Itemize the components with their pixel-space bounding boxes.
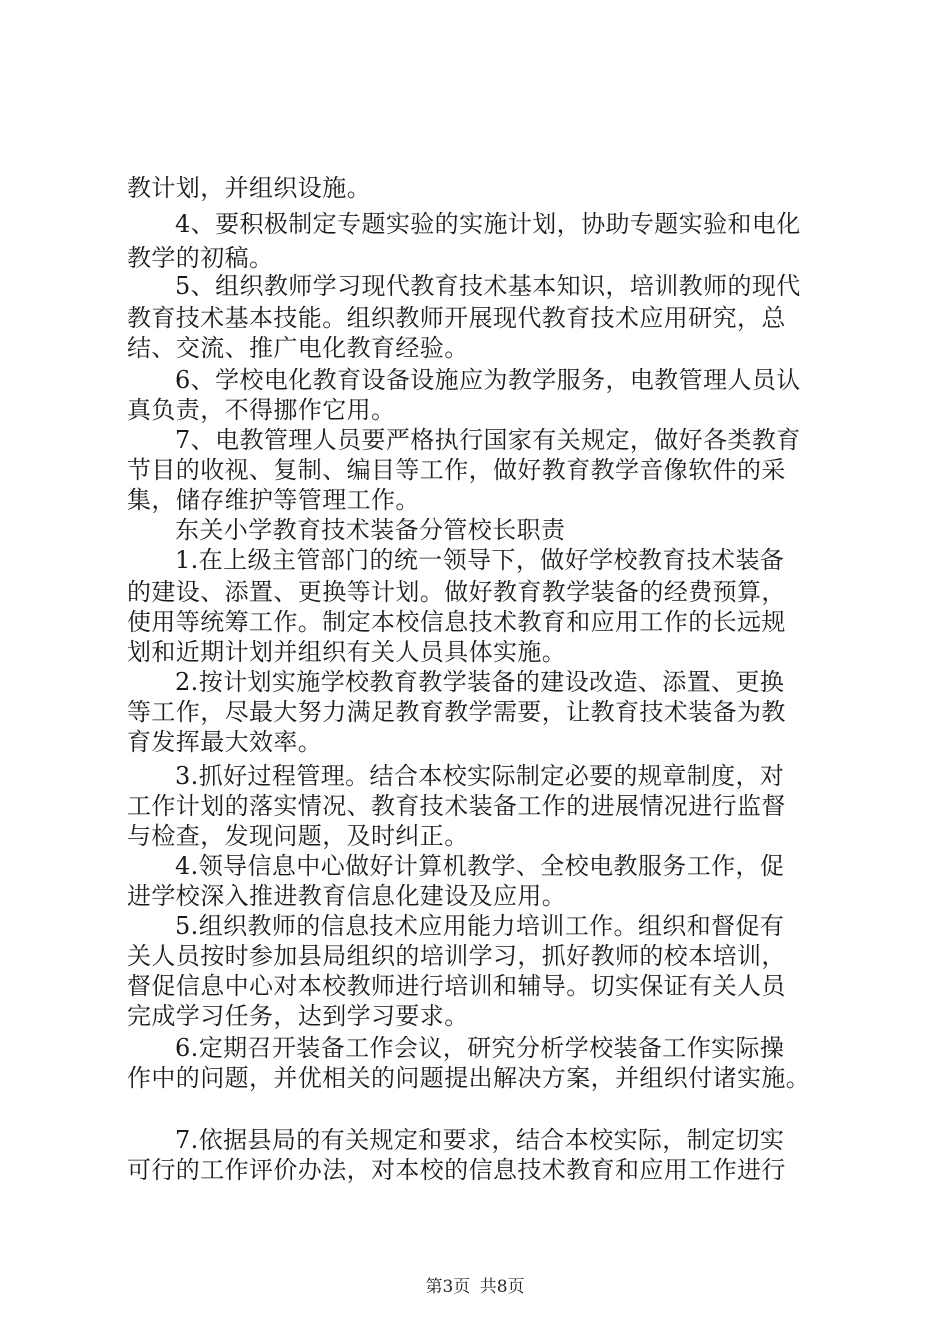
text-line: 使用等统筹工作。制定本校信息技术教育和应用工作的长远规 [127, 608, 786, 636]
text-line: 与检查，发现问题，及时纠正。 [127, 822, 469, 850]
text-line: 进学校深入推进教育信息化建设及应用。 [127, 882, 567, 910]
text-line: 育发挥最大效率。 [127, 728, 323, 756]
text-line: 3.抓好过程管理。结合本校实际制定必要的规章制度，对 [175, 762, 785, 790]
text-line: 节目的收视、复制、编目等工作，做好教育教学音像软件的采 [127, 456, 786, 484]
text-line: 结、交流、推广电化教育经验。 [127, 334, 469, 362]
text-line: 划和近期计划并组织有关人员具体实施。 [127, 638, 567, 666]
text-line: 教学的初稿。 [127, 244, 274, 272]
text-line: 可行的工作评价办法，对本校的信息技术教育和应用工作进行 [127, 1156, 786, 1184]
text-line: 完成学习任务，达到学习要求。 [127, 1002, 469, 1030]
text-line: 4、要积极制定专题实验的实施计划，协助专题实验和电化 [175, 210, 801, 238]
text-line: 5、组织教师学习现代教育技术基本知识，培训教师的现代 [175, 272, 801, 300]
page-total: 共8页 [479, 1277, 525, 1297]
page-footer [0, 1275, 950, 1299]
text-line: 督促信息中心对本校教师进行培训和辅导。切实保证有关人员 [127, 972, 786, 1000]
text-line: 工作计划的落实情况、教育技术装备工作的进展情况进行监督 [127, 792, 786, 820]
page-number: 第3页 [425, 1277, 471, 1297]
section-heading: 东关小学教育技术装备分管校长职责 [175, 516, 566, 544]
text-line: 6、学校电化教育设备设施应为教学服务，电教管理人员认 [175, 366, 801, 394]
text-line: 关人员按时参加县局组织的培训学习，抓好教师的校本培训， [127, 942, 786, 970]
text-line: 等工作，尽最大努力满足教育教学需要，让教育技术装备为教 [127, 698, 786, 726]
text-line: 2.按计划实施学校教育教学装备的建设改造、添置、更换 [175, 668, 785, 696]
text-line: 5.组织教师的信息技术应用能力培训工作。组织和督促有 [175, 912, 785, 940]
text-line: 1.在上级主管部门的统一领导下，做好学校教育技术装备 [175, 546, 785, 574]
text-line: 7、电教管理人员要严格执行国家有关规定，做好各类教育 [175, 426, 801, 454]
text-line: 作中的问题，并优相关的问题提出解决方案，并组织付诸实施。 [127, 1064, 811, 1092]
text-line: 6.定期召开装备工作会议，研究分析学校装备工作实际操 [175, 1034, 785, 1062]
text-line: 的建设、添置、更换等计划。做好教育教学装备的经费预算， [127, 578, 786, 606]
text-line: 7.依据县局的有关规定和要求，结合本校实际，制定切实 [175, 1126, 785, 1154]
text-line: 教计划，并组织设施。 [127, 174, 371, 202]
text-line: 4.领导信息中心做好计算机教学、全校电教服务工作，促 [175, 852, 785, 880]
text-line: 集，储存维护等管理工作。 [127, 486, 420, 514]
text-line: 教育技术基本技能。组织教师开展现代教育技术应用研究，总 [127, 304, 786, 332]
text-line: 真负责，不得挪作它用。 [127, 396, 396, 424]
